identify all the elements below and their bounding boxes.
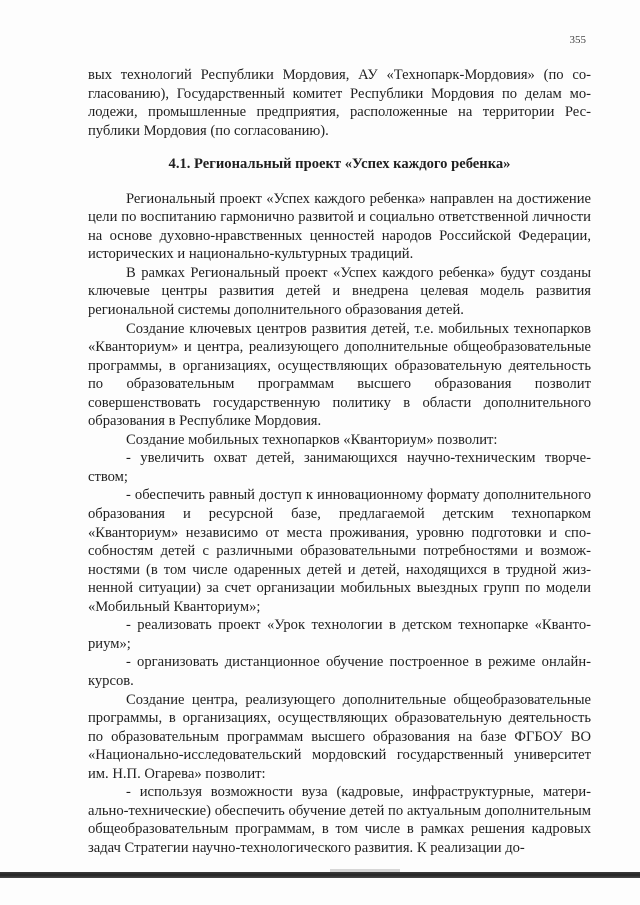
- document-body: [88, 66, 591, 857]
- paragraph: Создание ключевых центров развития детей, т.е. мобильных технопарков «Кванториум» и центра, реализующего дополнительные общеобразовательные программы, в организациях, осуществляющих образовательную деятельность по образовательным программам высшего образования позволит совершенствовать государственную политику в области дополнительного образования в Республике Мордовия.: [88, 320, 591, 430]
- list-item: - используя возможности вуза (кадровые, инфраструктурные, материально-технические) обеспечить обучение детей по актуальным дополнительным общеобразовательным программам, в том числе в рамках решения кадровых задач Стратегии научно-технологического развития. К реализации до-: [88, 784, 591, 856]
- list-item: - реализовать проект «Урок технологии в детском технопарке «Кванториум»;: [88, 617, 591, 652]
- list-item: - организовать дистанционное обучение построенное в режиме онлайн-курсов.: [88, 654, 591, 689]
- paragraph: Создание центра, реализующего дополнительные общеобразовательные программы, в организациях, осуществляющих образовательную деятельность по образовательным программам высшего образования на базе ФГБОУ ВО «Национально-исследовательский мордовский государственный университет им. Н.П. Огарева» позволит:: [88, 691, 591, 782]
- paragraph: Региональный проект «Успех каждого ребенка» направлен на достижение цели по воспитанию гармонично развитой и социально ответственной личности на основе духовно-нравственных ценностей народов Российской Федерации, исторических и национально-культурных традиций.: [88, 190, 591, 263]
- paragraph-continuation: вых технологий Республики Мордовия, АУ «Технопарк-Мордовия» (по согласованию), Государственный комитет Республики Мордовия по делам молодежи, промышленные предприятия, расположенные на территории Республики Мордовия (по согласованию).: [88, 67, 591, 139]
- paragraph: Создание мобильных технопарков «Кванториум» позволит:: [126, 431, 498, 448]
- scan-edge-bar: [0, 872, 640, 878]
- list-item: - обеспечить равный доступ к инновационному формату дополнительного образования и ресурсной базе, предлагаемой детским технопарком «Кванториум» независимо от места проживания, уровню подготовки и способностям детей с различными образовательными потребностями и возможностями (в том числе одаренных детей и детей, находящихся в трудной жизненной ситуации) за счет организации мобильных выездных групп по модели «Мобильный Кванториум»;: [88, 487, 591, 615]
- section-heading: 4.1. Региональный проект «Успех каждого ребенка»: [168, 156, 511, 173]
- list-item: - увеличить охват детей, занимающихся научно-техническим творчеством;: [88, 450, 591, 485]
- page-number: 355: [569, 34, 586, 46]
- paragraph: В рамках Региональный проект «Успех каждого ребенка» будут созданы ключевые центры развития детей и внедрена целевая модель развития региональной системы дополнительного образования детей.: [88, 264, 591, 319]
